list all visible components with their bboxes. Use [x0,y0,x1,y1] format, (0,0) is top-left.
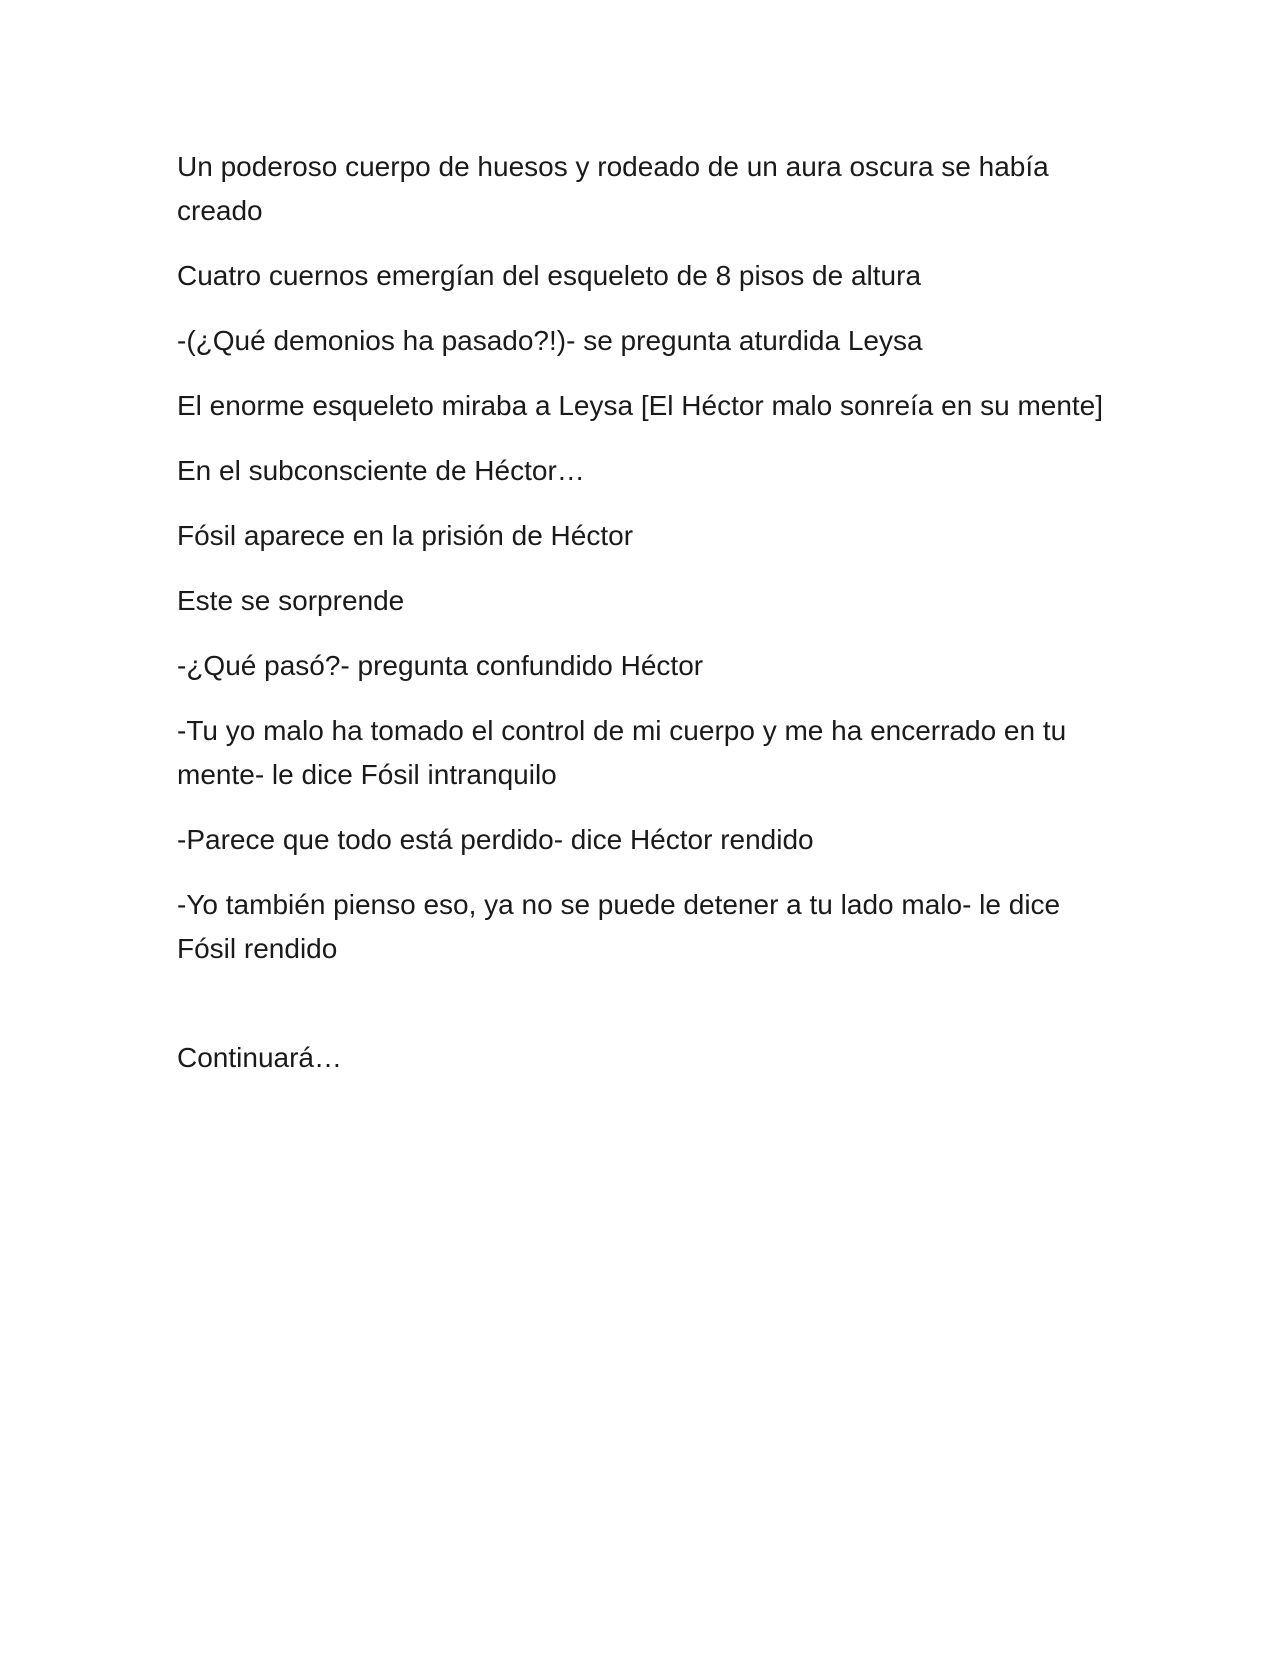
paragraph: En el subconsciente de Héctor… [177,455,585,486]
paragraph: Cuatro cuernos emergían del esqueleto de 8 pisos de altura [177,260,922,291]
paragraph: -¿Qué pasó?- pregunta confundido Héctor [177,650,704,681]
paragraph: -Tu yo malo ha tomado el control de mi cuerpo y me ha encerrado en tu mente- le dice Fósil intranquilo [177,715,1067,790]
paragraph: -Parece que todo está perdido- dice Héctor rendido [177,824,814,855]
paragraph: Un poderoso cuerpo de huesos y rodeado de un aura oscura se había creado [177,151,1049,226]
document-body [177,145,1107,1101]
paragraph: -(¿Qué demonios ha pasado?!)- se pregunta aturdida Leysa [177,325,923,356]
paragraph: Este se sorprende [177,585,405,616]
ending-text: Continuará… [177,1042,342,1073]
paragraph: -Yo también pienso eso, ya no se puede detener a tu lado malo- le dice Fósil rendido [177,889,1061,964]
paragraph: Fósil aparece en la prisión de Héctor [177,520,634,551]
paragraph: El enorme esqueleto miraba a Leysa [El Héctor malo sonreía en su mente] [177,390,1104,421]
